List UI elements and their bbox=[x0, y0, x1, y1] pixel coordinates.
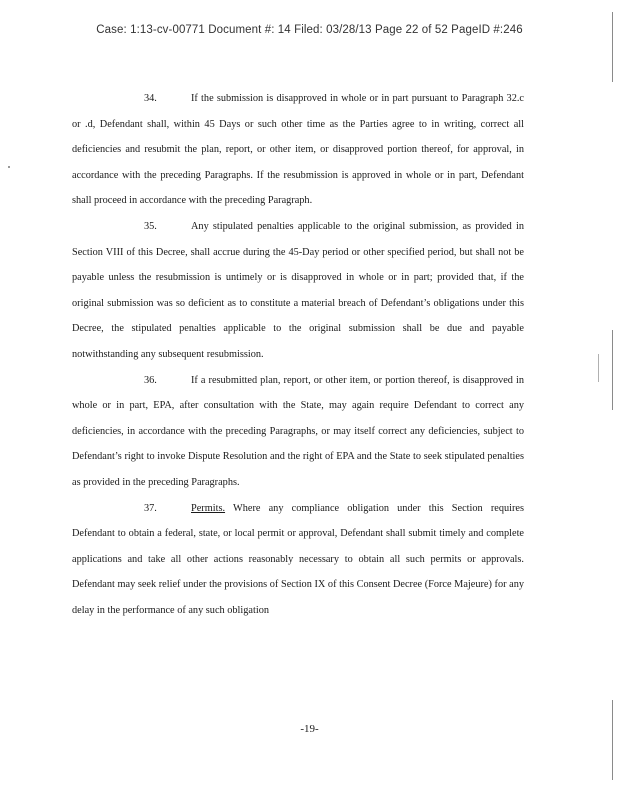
paragraph-heading: Permits. bbox=[191, 502, 226, 514]
paragraph-text: Where any compliance obligation under this Section requires Defendant to obtain a federal, state, or local permit or approval, Defendant shall submit timely and complete applications and take all other actions reasonably necessary to obtain all such permits or approvals. Defendant may seek relief under the provisions of Section IX of this Consent Decree (Force Majeure) for any delay in the performance of any such obligation bbox=[72, 502, 524, 616]
scan-edge-mark bbox=[598, 354, 599, 382]
paragraph-number: 37. bbox=[144, 502, 157, 514]
paragraph-number: 34. bbox=[144, 93, 157, 104]
scan-edge-line bbox=[612, 330, 613, 410]
paragraph-text: If a resubmitted plan, report, or other item, or portion thereof, is disapproved in whole or in part, EPA, after consultation with the State, may again require Defendant to correct any deficiencies, in accordance with the preceding Paragraphs, or may itself correct any deficiencies, subject to Defendant’s right to invoke Dispute Resolution and the right of EPA and the State to seek stipulated penalties as provided in the preceding Paragraphs. bbox=[72, 374, 524, 488]
paragraph-36 bbox=[72, 368, 524, 496]
paragraph-37 bbox=[72, 496, 524, 624]
paragraph-35 bbox=[72, 214, 524, 368]
scan-edge-line bbox=[612, 700, 613, 780]
case-header-stamp: Case: 1:13-cv-00771 Document #: 14 Filed: 03/28/13 Page 22 of 52 PageID #:246 bbox=[96, 24, 523, 36]
paragraph-34 bbox=[72, 86, 524, 214]
paragraph-text: If the submission is disapproved in whole or in part pursuant to Paragraph 32.c or .d, Defendant shall, within 45 Days or such other time as the Parties agree to in writing, correct all deficiencies and resubmit the plan, report, or other item, or disapproved portion thereof, for approval, in accordance with the preceding Paragraphs. If the resubmission is approved in whole or in part, Defendant shall proceed in accordance with the preceding Paragraph. bbox=[72, 93, 524, 207]
paragraph-text: Any stipulated penalties applicable to the original submission, as provided in Section VIII of this Decree, shall accrue during the 45-Day period or other specified period, but shall not be payable unless the resubmission is untimely or is disapproved in whole or in part; provided that, if the original submission was so deficient as to constitute a material breach of Defendant’s obligations under this Decree, the stipulated penalties applicable to the original submission shall be due and payable notwithstanding any subsequent resubmission. bbox=[72, 220, 524, 360]
scan-edge-line bbox=[612, 12, 613, 82]
scan-speck bbox=[8, 166, 10, 168]
page-number: -19- bbox=[300, 723, 319, 735]
page-body bbox=[72, 86, 524, 623]
paragraph-number: 35. bbox=[144, 220, 157, 232]
paragraph-number: 36. bbox=[144, 374, 157, 386]
